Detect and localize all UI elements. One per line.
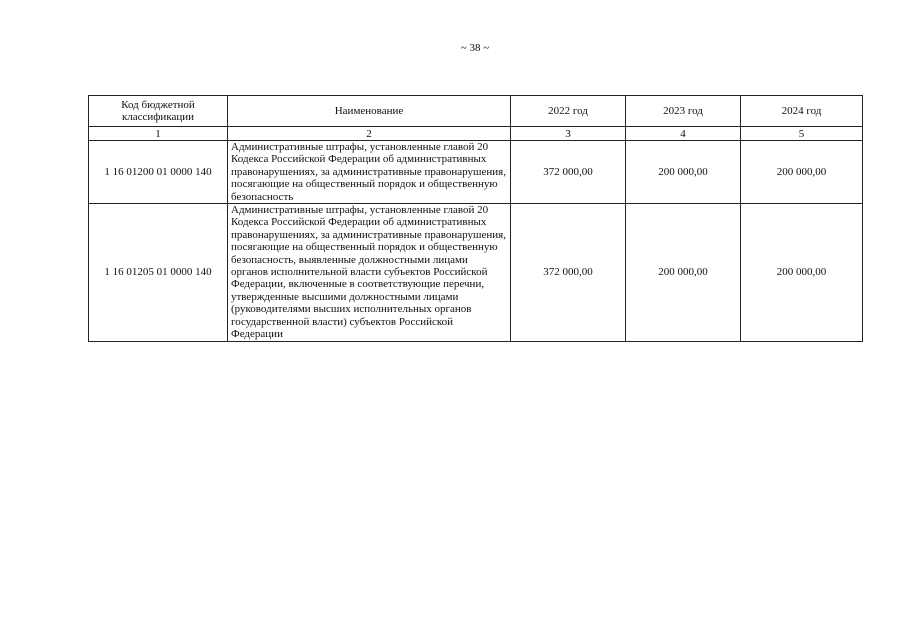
column-number: 2: [228, 127, 511, 141]
value-2022-cell: 372 000,00: [511, 141, 626, 204]
column-number: 3: [511, 127, 626, 141]
header-code: Код бюджетной классификации: [89, 96, 228, 127]
header-2023: 2023 год: [626, 96, 741, 127]
column-number: 4: [626, 127, 741, 141]
name-cell: Административные штрафы, установленные главой 20 Кодекса Российской Федерации об административных правонарушениях, за административные правонарушения, посягающие на общественный порядок и общественную безопасность, выявленные должностными лицами органов исполнительной власти субъектов Российской Федерации, включенные в соответствующие перечни, утвержденные высшими должностными лицами (руководителями высших исполнительных органов государственной власти) субъектов Российской Федерации: [228, 204, 511, 341]
header-2024: 2024 год: [741, 96, 863, 127]
table-row: [89, 204, 863, 341]
header-2022: 2022 год: [511, 96, 626, 127]
column-number-row: [89, 127, 863, 141]
page-number: ~ 38 ~: [460, 42, 490, 54]
column-number: 5: [741, 127, 863, 141]
budget-code-cell: 1 16 01200 01 0000 140: [89, 141, 228, 204]
value-2022-cell: 372 000,00: [511, 204, 626, 341]
table-row: [89, 141, 863, 204]
budget-table: [88, 95, 863, 342]
column-number: 1: [89, 127, 228, 141]
value-2024-cell: 200 000,00: [741, 141, 863, 204]
value-2023-cell: 200 000,00: [626, 204, 741, 341]
header-row: [89, 96, 863, 127]
header-name: Наименование: [228, 96, 511, 127]
budget-code-cell: 1 16 01205 01 0000 140: [89, 204, 228, 341]
name-cell: Административные штрафы, установленные главой 20 Кодекса Российской Федерации об административных правонарушениях, за административные правонарушения, посягающие на общественный порядок и общественную безопасность: [228, 141, 511, 204]
value-2024-cell: 200 000,00: [741, 204, 863, 341]
value-2023-cell: 200 000,00: [626, 141, 741, 204]
